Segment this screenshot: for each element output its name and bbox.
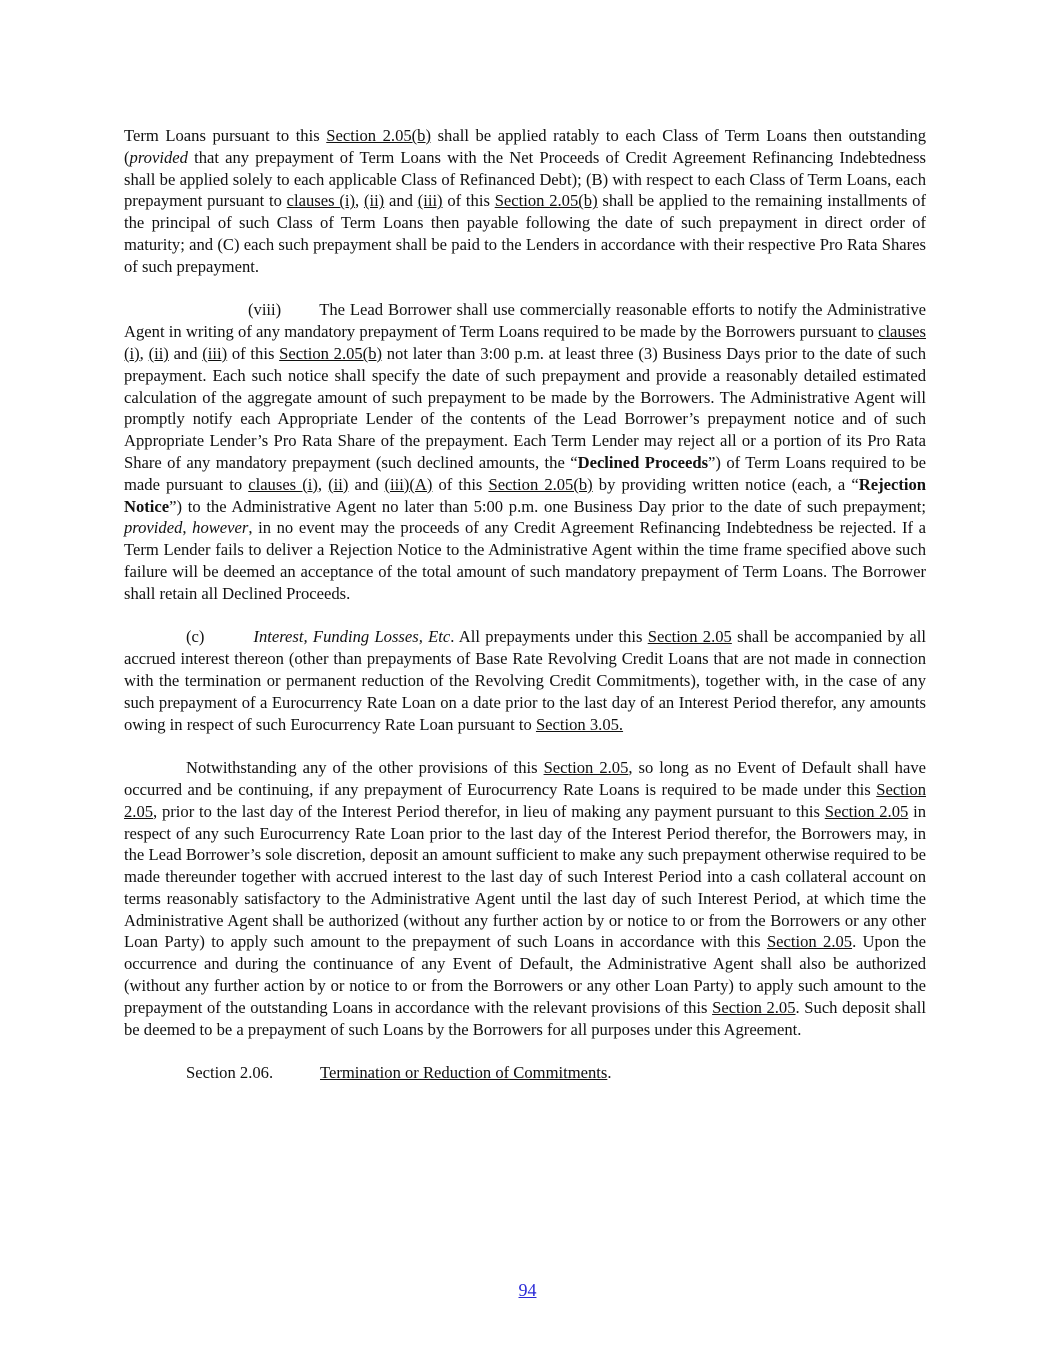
- paragraph-term-loan-application: Term Loans pursuant to this Section 2.05(b) shall be applied ratably to each Class of Term Loans then outstanding (provided that any prepayment of Term Loans with the Net Proceeds of Credit Agreement Refinancing Indebtedness shall be applied solely to each applicable Class of Refinanced Debt); (B) with respect to each Class of Term Loans, each prepayment pursuant to clauses (i), (ii) and (iii) of this Section 2.05(b) shall be applied to the remaining installments of the principal of such Class of Term Loans then payable following the date of such prepayment in direct order of maturity; and (C) each such prepayment shall be paid to the Lenders in accordance with their respective Pro Rata Shares of such prepayment.: [124, 126, 927, 276]
- section-reference-link[interactable]: Section 2.05: [712, 997, 796, 1017]
- section-reference-link[interactable]: Section 2.05: [766, 932, 853, 952]
- clause-number: (c): [186, 627, 205, 647]
- section-reference-link[interactable]: Section 2.05: [824, 801, 909, 821]
- section-reference-link[interactable]: Section 3.05.: [535, 714, 624, 734]
- clause-reference-link[interactable]: (ii): [363, 191, 385, 211]
- document-page: [124, 125, 926, 1084]
- clause-reference-link[interactable]: clauses (i): [248, 474, 318, 494]
- defined-term: Rejection Notice: [124, 474, 926, 516]
- clause-reference-link[interactable]: (ii): [148, 343, 169, 363]
- section-reference-link[interactable]: Section 2.05(b): [279, 343, 383, 363]
- clause-title: Interest, Funding Losses, Etc: [253, 627, 451, 647]
- defined-term: Declined Proceeds: [577, 452, 709, 472]
- section-reference-link[interactable]: Section 2.05: [124, 779, 926, 821]
- page-number-link[interactable]: 94: [518, 1280, 537, 1300]
- clause-reference-link[interactable]: (iii): [417, 191, 443, 211]
- section-title: Termination or Reduction of Commitments: [320, 1063, 608, 1083]
- section-reference-link[interactable]: Section 2.05(b): [488, 474, 593, 494]
- section-reference-link[interactable]: Section 2.05: [543, 758, 629, 778]
- section-reference-link[interactable]: Section 2.05: [647, 627, 732, 647]
- paragraph-viii-notice: (viii) The Lead Borrower shall use commercially reasonable efforts to notify the Administrative Agent in writing of any mandatory prepayment of Term Loans required to be made by the Borrowers pursuant to clauses (i), (ii) and (iii) of this Section 2.05(b) not later than 3:00 p.m. at least three (3) Business Days prior to the date of such prepayment. Each such notice shall specify the date of such prepayment and provide a reasonably detailed estimated calculation of the aggregate amount of such prepayment to be made by the Borrowers. The Administrative Agent will promptly notify each Appropriate Lender of the contents of the Lead Borrower’s prepayment notice and of such Appropriate Lender’s Pro Rata Share of the prepayment. Each Term Lender may reject all or a portion of its Pro Rata Share of any mandatory prepayment (such declined amounts, the “Declined Proceeds”) of Term Loans required to be made pursuant to clauses (i), (ii) and (iii)(A) of this Section 2.05(b) by providing written notice (each, a “Rejection Notice”) to the Administrative Agent no later than 5:00 p.m. one Business Day prior to the date of such prepayment; provided, however, in no event may the proceeds of any Credit Agreement Refinancing Indebtedness be rejected. If a Term Lender fails to deliver a Rejection Notice to the Administrative Agent within the time frame specified above such failure will be deemed an acceptance of the total amount of such mandatory prepayment of Term Loans. The Borrower shall retain all Declined Proceeds.: [124, 300, 927, 603]
- clause-reference-link[interactable]: clauses (i): [286, 191, 356, 211]
- section-number: Section 2.06.: [186, 1063, 274, 1083]
- clause-reference-link[interactable]: clauses (i): [124, 322, 926, 363]
- section-heading: Section 2.06. Termination or Reduction of Commitments.: [186, 1063, 612, 1083]
- section-reference-link[interactable]: Section 2.05(b): [326, 126, 432, 145]
- clause-number: (viii): [248, 300, 282, 320]
- clause-reference-link[interactable]: (iii): [202, 343, 228, 363]
- paragraph-c-interest: (c) Interest, Funding Losses, Etc. All prepayments under this Section 2.05 shall be accompanied by all accrued interest thereon (other than prepayments of Base Rate Revolving Credit Loans that are not made in connection with the termination or permanent reduction of the Revolving Credit Commitments), together with, in the case of any such prepayment of a Eurocurrency Rate Loan on a date prior to the last day of an Interest Period therefor, any amounts owing in respect of such Eurocurrency Rate Loan pursuant to Section 3.05.: [124, 627, 926, 734]
- clause-reference-link[interactable]: (ii): [328, 474, 349, 494]
- section-reference-link[interactable]: Section 2.05(b): [494, 191, 598, 211]
- paragraph-notwithstanding: Notwithstanding any of the other provisions of this Section 2.05, so long as no Event of Default shall have occurred and be continuing, if any prepayment of Eurocurrency Rate Loans is required to be made under this Section 2.05, prior to the last day of the Interest Period therefor, in lieu of making any payment pursuant to this Section 2.05 in respect of any such Eurocurrency Rate Loan prior to the last day of the Interest Period therefor, the Borrowers may, in the Lead Borrower’s sole discretion, deposit an amount sufficient to make any such prepayment otherwise required to be made thereunder together with accrued interest to the last day of such Interest Period into a cash collateral account on terms reasonably satisfactory to the Administrative Agent until the last day of such Interest Period, at which time the Administrative Agent shall be authorized (without any further action by or notice to or from the Borrowers or any other Loan Party) to apply such amount to the prepayment of such Loans in accordance with this Section 2.05. Upon the occurrence and during the continuance of any Event of Default, the Administrative Agent shall also be authorized (without any further action by or notice to or from the Borrowers or any other Loan Party) to apply such amount to the prepayment of the outstanding Loans in accordance with the relevant provisions of this Section 2.05. Such deposit shall be deemed to be a prepayment of such Loans by the Borrowers for all purposes under this Agreement.: [124, 758, 927, 1039]
- clause-reference-link[interactable]: (iii)(A): [384, 474, 433, 494]
